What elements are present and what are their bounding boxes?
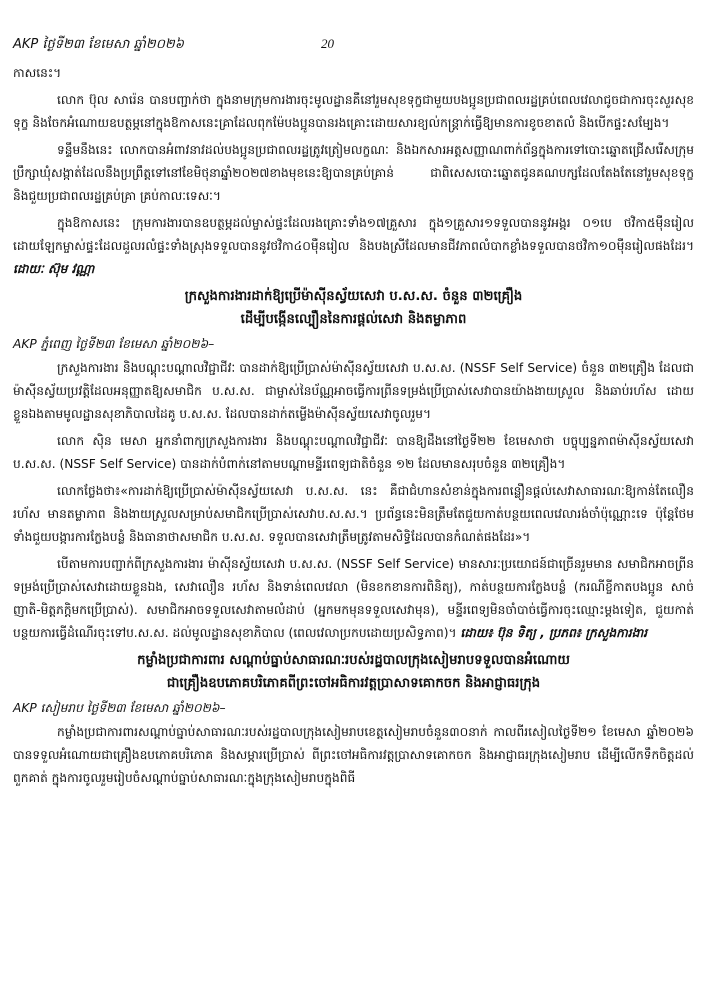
article1-paragraph-3 — [13, 212, 694, 281]
article1-paragraph-3-text: ក្នុងឱកាសនេះ ក្រុមការងារបានឧបត្ថម្ភដល់ម្ចាស់ផ្ទះដែលរងគ្រោះទាំង១៧គ្រួសារ ក្នុង១គ្រួសារ១ទទួលបាននូវអង្ករ ០១បេ ថវិកា៥ម៉ឺនរៀល ដោយឡែកម្ចាស់ផ្ទះដែលដួលរលំផ្ទះទាំងស្រុងទទួលបាននូវថវិកា៤០ម៉ឺនរៀល និងបងស្រីដែលមានជីវភាពលំបាកខ្លាំងទទួលបានថវិកា១០ម៉ឺនរៀលផងដែរ។ — [13, 216, 694, 253]
header-dateline: AKP ថ្ងៃទី២៣ ខែមេសា ឆ្នាំ២០២៦ — [13, 37, 184, 52]
article3-headline-line-2: ជាគ្រឿងឧបភោគបរិភោគពីព្រះចៅអធិការវត្តប្រាសាទគោកចក និងអាជ្ញាធរក្រុង — [166, 676, 541, 691]
article1-paragraph-2: ទន្ទឹមនឹងនេះ លោកបានអំពាវនាវដល់បងប្អូនប្រជាពលរដ្ឋត្រូវត្រៀមលក្ខណៈ និងឯកសារអត្តសញ្ញាណពាក់ព័ន្ធក្នុងការទៅបោះឆ្នោតជ្រើសរើសក្រុមប្រឹក្សាឃុំសង្កាត់ដែលនឹងប្រព្រឹត្តទៅនៅខែមិថុនាឆ្នាំ២០២៧ខាងមុខនេះឱ្យបានគ្រប់គ្រាន់ ជាពិសេសបោះឆ្នោតជូនគណបក្សដែលតែងតែនៅរួមសុខទុក្ខ និងជួយប្រជាពលរដ្ឋគ្រប់គ្រា គ្រប់កាលៈទេសៈ។ — [13, 143, 694, 203]
article3-paragraph-1: កម្លាំងប្រជាការពារសណ្តាប់ធ្នាប់សាធារណៈរបស់រដ្ឋបាលក្រុងសៀមរាបខេត្តសៀមរាបចំនួន៣០នាក់ កាលពីរសៀលថ្ងៃទី២១ ខែមេសា ឆ្នាំ២០២៦ បានទទួលអំណោយជាគ្រឿងឧបភោគបរិភោគ និងសម្ភារប្រើប្រាស់ ពីព្រះចៅអធិការវត្តប្រាសាទគោកចក និងអាជ្ញាធរក្រុងសៀមរាប ដើម្បីលើកទឹកចិត្តដល់ពួកគាត់ ក្នុងការចូលរួមរៀបចំសណ្តាប់ធ្នាប់សាធារណៈក្នុងក្រុងសៀមរាបក្នុងពិធី — [13, 725, 694, 785]
page-number: 20 — [321, 36, 334, 51]
article2-headline-line-1: ក្រសួងការងារដាក់ឱ្យប្រើម៉ាស៊ីនស្វ័យសេវា ប.ស.ស. ចំនួន ៣២គ្រឿង — [184, 289, 523, 304]
article2-paragraph-4-text: បើតាមការបញ្ជាក់ពីក្រសួងការងារ ម៉ាស៊ីនស្វ័យសេវា ប.ស.ស. (NSSF Self Service) មានសារៈប្រយោជន៍ជាច្រើនរួមមាន សមាជិកអាចព្រីនទម្រង់ប្រើប្រាស់សេវាដោយខ្លួនឯង, សេវាលឿន រហ័ស និងទាន់ពេលវេលា (មិនខកខានការពិនិត្យ), កាត់បន្ថយការក្លែងបន្លំ (ករណីខ្ចីកាតបងប្អូន សាច់ញាតិ-មិត្តភក្តិមកប្រើប្រាស់). សមាជិកអាចទទួលសេវាតាមលំដាប់ (អ្នកមកមុនទទួលសេវាមុន), មន្ទីរពេទ្យមិនចាំបាច់ធ្វើការចុះឈ្មោះម្តងទៀត, ជួយកាត់បន្ថយការធ្វើដំណើរចុះទៅប.ស.ស. ដល់មូលដ្ឋានសុខាភិបាល (ពេលវេលាប្រកបដោយប្រសិទ្ធភាព)។ — [13, 557, 694, 640]
article2-byline: ដោយ៖ ប៊ុន ទិត្យ , ប្រភព៖ ក្រសួងការងារ — [460, 626, 648, 640]
article2-headline-line-2: ដើម្បីបង្កើនល្បឿននៃការផ្តល់សេវា និងតម្លាភាព — [240, 312, 467, 327]
page-content — [13, 62, 694, 794]
page-header — [13, 36, 694, 56]
article-storm-relief — [13, 62, 694, 281]
article3-dateline: AKP សៀមរាប ថ្ងៃទី២៣ ខែមេសា ឆ្នាំ២០២៦– — [13, 701, 226, 715]
continuation-text: កាសនេះ។ — [13, 66, 62, 80]
article1-paragraph-1: លោក ប៊ុល សារ៉េន បានបញ្ជាក់ថា ក្នុងនាមក្រុមការងារចុះមូលដ្ឋានគឺនៅរួមសុខទុក្ខជាមួយបងប្អូនប្រជាពលរដ្ឋគ្រប់ពេលវេលាជូចជាការចុះសួរសុខទុក្ខ និងចែកអំណោយឧបត្ថម្ភនៅក្នុងឱកាសនេះគ្រាដែលពុកម៉ែបងប្អូនបានរងគ្រោះដោយសារខ្យល់កន្ត្រាក់ធ្វើឱ្យមានការខូចខាតលំ និងបើកផ្ទះសម្បែង។ — [13, 93, 694, 130]
article-nssf-self-service — [13, 285, 694, 645]
article2-paragraph-1: ក្រសួងការងារ និងបណ្ដុះបណ្ដាលវិជ្ជាជីវៈ បានដាក់ឱ្យប្រើប្រាស់ម៉ាស៊ីនស្វ័យសេវា ប.ស.ស. (NSSF Self Service) ចំនួន ៣២គ្រឿង ដែលជាម៉ាស៊ីនស្វ័យប្រវត្តិដែលអនុញ្ញាតឱ្យសមាជិក ប.ស.ស. ជាម្ចាស់នៃប័ណ្ណអាចធ្វើការព្រីនទម្រង់ប្រើប្រាស់សេវាបានយ៉ាងងាយស្រួល និងឆាប់រហ័ស ដោយខ្លួនឯងតាមមូលដ្ឋានសុខាភិបាលដៃគូ ប.ស.ស. ដែលបានដាក់តម្លើងម៉ាស៊ីនស្វ័យសេវាចូលរួម។ — [13, 361, 694, 421]
article2-paragraph-2: លោក ស៊ិន មេសា អ្នកនាំពាក្យក្រសួងការងារ និងបណ្ដុះបណ្ដាលវិជ្ជាជីវៈ បានឱ្យដឹងនៅថ្ងៃទី២២ ខែមេសាថា បច្ចុប្បន្នភាពម៉ាស៊ីនស្វ័យសេវា ប.ស.ស. (NSSF Self Service) បានដាក់បំពាក់នៅតាមបណ្ដាមន្ទីរពេទ្យជាតិចំនួន ១២ ដែលមានសរុបចំនួន ៣២គ្រឿង។ — [13, 434, 694, 471]
article2-paragraph-3: លោកថ្លែងថា៖«ការដាក់ឱ្យប្រើប្រាស់ម៉ាស៊ីនស្វ័យសេវា ប.ស.ស. នេះ គឺជាជំហានសំខាន់ក្នុងការពន្លឿនផ្តល់សេវាសាធារណៈឱ្យកាន់តែលឿន រហ័ស មានតម្លាភាព និងងាយស្រួលសម្រាប់សមាជិកប្រើប្រាស់សេវាប.ស.ស.។ ប្រព័ន្ធនេះមិនត្រឹមតែជួយកាត់បន្ថយពេលវេលារង់ចាំប៉ុណ្ណោះទេ ប៉ុន្តែថែមទាំងជួយបង្ការការក្លែងបន្លំ និងធានាថាសមាជិក ប.ស.ស. ទទួលបានសេវាត្រឹមត្រូវតាមសិទ្ធិដែលបានកំណត់ផងដែរ»។ — [13, 484, 694, 544]
article3-headline-line-1: កម្លាំងប្រជាការពារ សណ្តាប់ធ្នាប់សាធារណៈរបស់រដ្ឋបាលក្រុងសៀមរាបទទួលបានអំណោយ — [137, 653, 570, 668]
article3-headline — [13, 649, 694, 695]
article2-headline — [13, 285, 694, 331]
article2-dateline: AKP ភ្នំពេញ ថ្ងៃទី២៣ ខែមេសា ឆ្នាំ២០២៦– — [13, 337, 215, 351]
article-siem-reap-donation — [13, 649, 694, 790]
article1-byline: ដោយៈ ស៊ុម វណ្ណា — [13, 262, 95, 276]
article2-paragraph-4 — [13, 553, 694, 645]
